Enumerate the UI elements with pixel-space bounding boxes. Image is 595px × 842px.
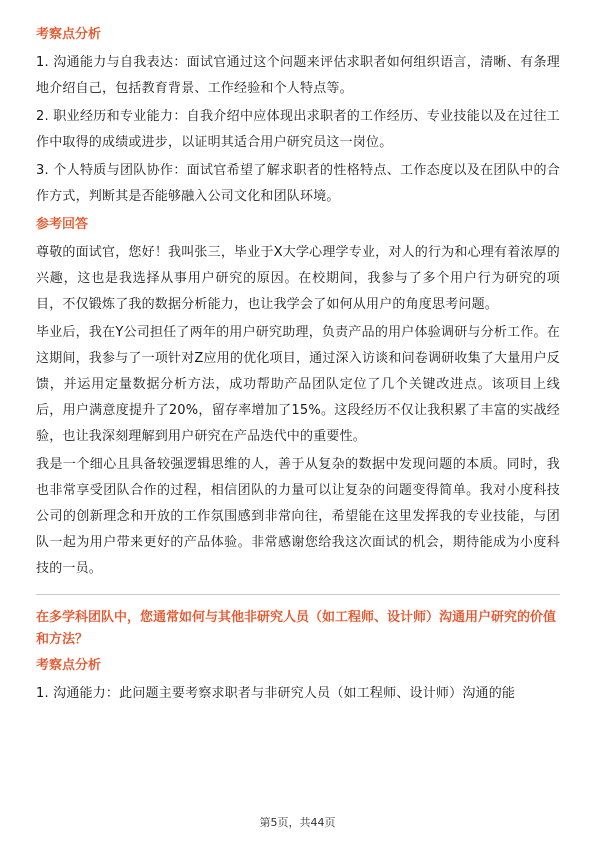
page-content xyxy=(36,26,560,709)
answer-paragraph: 毕业后，我在Y公司担任了两年的用户研究助理，负责产品的用户体验调研与分析工作。在这期间，我参与了一项针对Z应用的优化项目，通过深入访谈和问卷调研收集了大量用户反馈，并运用定量数据分析方法，成功帮助产品团队定位了几个关键改进点。该项目上线后，用户满意度提升了20%，留存率增加了15%。这段经历不仅让我积累了丰富的实战经验，也让我深刻理解到用户研究在产品迭代中的重要性。 xyxy=(36,325,560,444)
section-heading: 考察点分析 xyxy=(36,27,102,42)
analysis-point: 3. 个人特质与团队协作：面试官希望了解求职者的性格特点、工作态度以及在团队中的合作方式，判断其是否能够融入公司文化和团队环境。 xyxy=(36,163,560,204)
section-heading: 考察点分析 xyxy=(36,658,102,673)
next-analysis-section xyxy=(36,657,560,707)
analysis-point: 2. 职业经历和专业能力：自我介绍中应体现出求职者的工作经历、专业技能以及在过往工作中取得的成绩或进步，以证明其适合用户研究员这一岗位。 xyxy=(36,109,560,150)
section-divider xyxy=(36,594,560,595)
answer-paragraph: 我是一个细心且具备较强逻辑思维的人，善于从复杂的数据中发现问题的本质。同时，我也非常享受团队合作的过程，相信团队的力量可以让复杂的问题变得简单。我对小度科技公司的创新理念和开放的工作氛围感到非常向往，希望能在这里发挥我的专业技能，与团队一起为用户带来更好的产品体验。非常感谢您给我这次面试的机会，期待能成为小度科技的一员。 xyxy=(36,457,560,576)
answer-paragraph: 尊敬的面试官，您好！我叫张三，毕业于X大学心理学专业，对人的行为和心理有着浓厚的兴趣，这也是我选择从事用户研究的原因。在校期间，我参与了多个用户行为研究的项目，不仅锻炼了我的数据分析能力，也让我学会了如何从用户的角度思考问题。 xyxy=(36,245,560,312)
analysis-section xyxy=(36,26,560,210)
page-number: 第5页，共44页 xyxy=(259,816,336,829)
answer-section xyxy=(36,216,560,582)
question-title: 在多学科团队中，您通常如何与其他非研究人员（如工程师、设计师）沟通用户研究的价值和方法？ xyxy=(36,610,557,647)
analysis-point: 1. 沟通能力：此问题主要考察求职者与非研究人员（如工程师、设计师）沟通的能 xyxy=(36,686,516,701)
analysis-point: 1. 沟通能力与自我表达：面试官通过这个问题来评估求职者如何组织语言，清晰、有条理地介绍自己，包括教育背景、工作经验和个人特点等。 xyxy=(36,55,560,96)
section-heading: 参考回答 xyxy=(36,217,89,232)
